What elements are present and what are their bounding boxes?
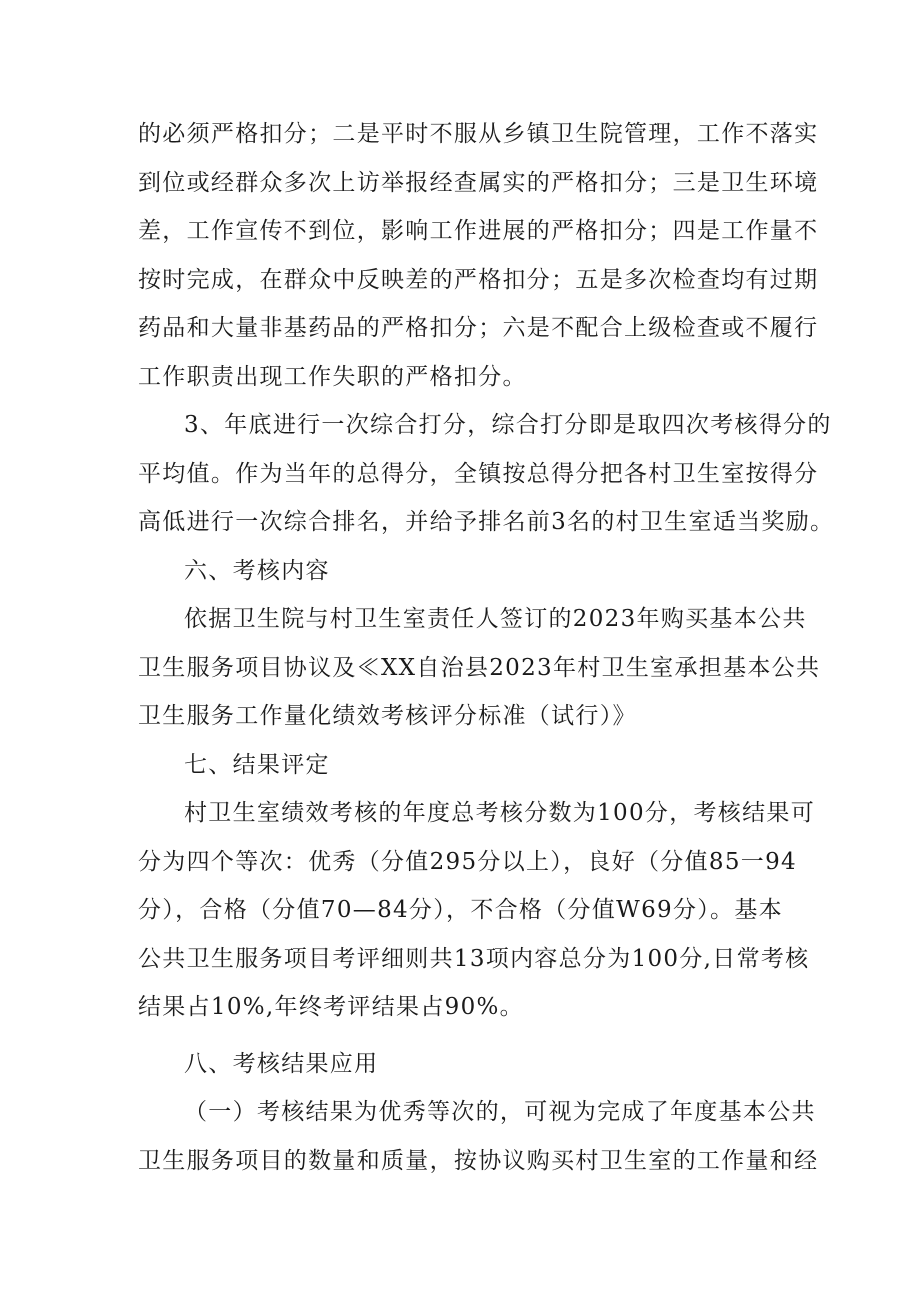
continuation-paragraph (138, 110, 819, 401)
section-6-paragraph (138, 595, 821, 741)
text-line: 药品和大量非基药品的严格扣分；六是不配合上级检查或不履行 (138, 315, 819, 341)
section-6-heading: 六、考核内容 (184, 557, 330, 584)
section-8-heading: 八、考核结果应用 (184, 1050, 379, 1077)
text-line: 的必须严格扣分；二是平时不服从乡镇卫生院管理，工作不落实 (138, 121, 819, 147)
text-line: 卫生服务项目的数量和质量，按协议购买村卫生室的工作量和经 (138, 1147, 819, 1174)
text-line: 3、年底进行一次综合打分，综合打分即是取四次考核得分的 (184, 412, 832, 438)
text-line: 分为四个等次：优秀（分值295分以上），良好（分值85一94 (138, 848, 797, 875)
text-line: 卫生服务工作量化绩效考核评分标准（试行）》 (138, 703, 637, 729)
text-line: 公共卫生服务项目考评细则共13项内容总分为100分,日常考核 (138, 945, 810, 972)
text-line: 分），合格（分值70—84分），不合格（分值W69分）。基本 (138, 897, 783, 923)
text-line: 村卫生室绩效考核的年度总考核分数为100分，考核结果可 (184, 800, 815, 826)
section-7-heading: 七、结果评定 (184, 751, 330, 778)
text-line: 卫生服务项目协议及≪XX自治县2023年村卫生室承担基本公共 (138, 654, 821, 681)
text-line: 按时完成，在群众中反映差的严格扣分；五是多次检查均有过期 (138, 266, 819, 293)
text-line: 高低进行一次综合排名，并给予排名前3名的村卫生室适当奖励。 (138, 509, 835, 535)
text-line: 结果占10%,年终考评结果占90%。 (138, 994, 524, 1020)
document-body (138, 110, 835, 1185)
section-8-paragraph (138, 1088, 819, 1185)
section-7-paragraph (138, 789, 815, 1032)
text-line: 依据卫生院与村卫生室责任人签订的2023年购买基本公共 (184, 606, 807, 632)
item-3-paragraph (138, 401, 835, 547)
text-line: 差，工作宣传不到位，影响工作进展的严格扣分；四是工作量不 (138, 218, 819, 244)
text-line: 平均值。作为当年的总得分，全镇按总得分把各村卫生室按得分 (138, 460, 819, 487)
text-line: 到位或经群众多次上访举报经查属实的严格扣分；三是卫生环境 (138, 169, 819, 196)
text-line: （一）考核结果为优秀等次的，可视为完成了年度基本公共 (184, 1099, 816, 1125)
text-line: 工作职责出现工作失职的严格扣分。 (138, 363, 527, 390)
